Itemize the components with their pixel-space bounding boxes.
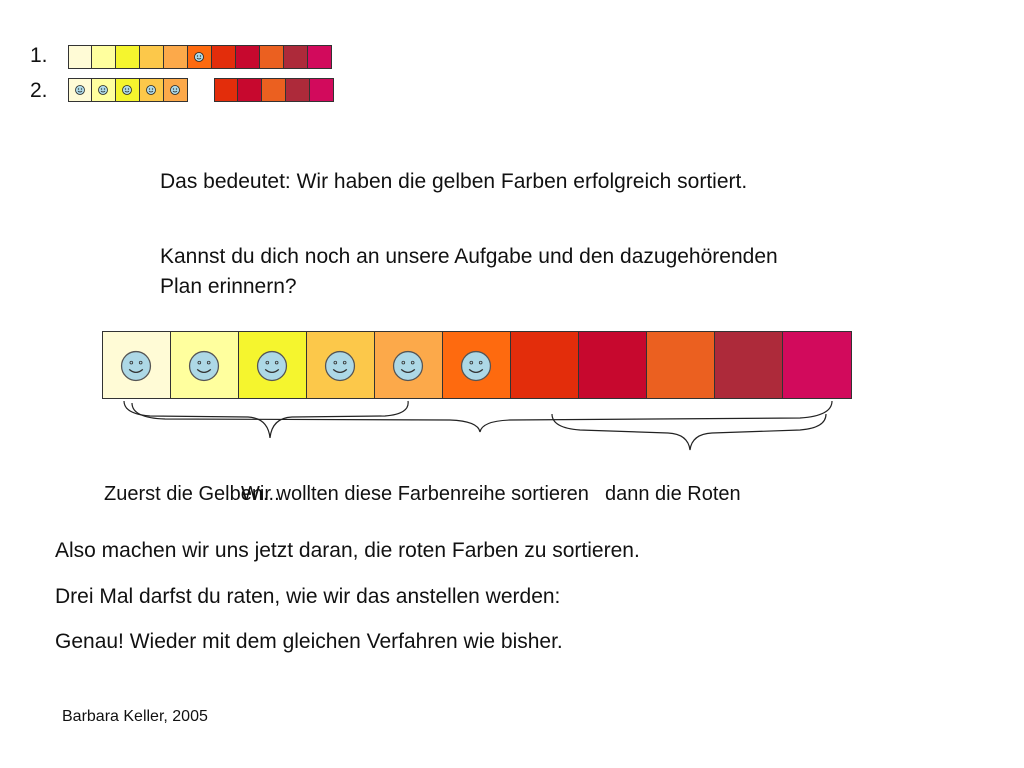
paragraph-remember-plan: Kannst du dich noch an unsere Aufgabe und den dazugehörenden Plan erinnern? [160, 245, 778, 298]
caption-first-yellow: Zuerst die Gelben... [104, 483, 280, 505]
row-1-label: 1. [30, 44, 48, 67]
caption-sort-row: Wir wollten diese Farbenreihe sortieren [241, 483, 589, 505]
author-credit: Barbara Keller, 2005 [62, 708, 208, 725]
row-2-label: 2. [30, 79, 48, 102]
text-line-2: Drei Mal darfst du raten, wie wir das anstellen werden: [55, 585, 561, 608]
paragraph-yellow-sorted: Das bedeutet: Wir haben die gelben Farben erfolgreich sortiert. [160, 170, 748, 193]
text-line-3: Genau! Wieder mit dem gleichen Verfahren wie bisher. [55, 630, 563, 653]
caption-then-red: dann die Roten [605, 483, 741, 505]
text-line-1: Also machen wir uns jetzt daran, die roten Farben zu sortieren. [55, 539, 640, 562]
